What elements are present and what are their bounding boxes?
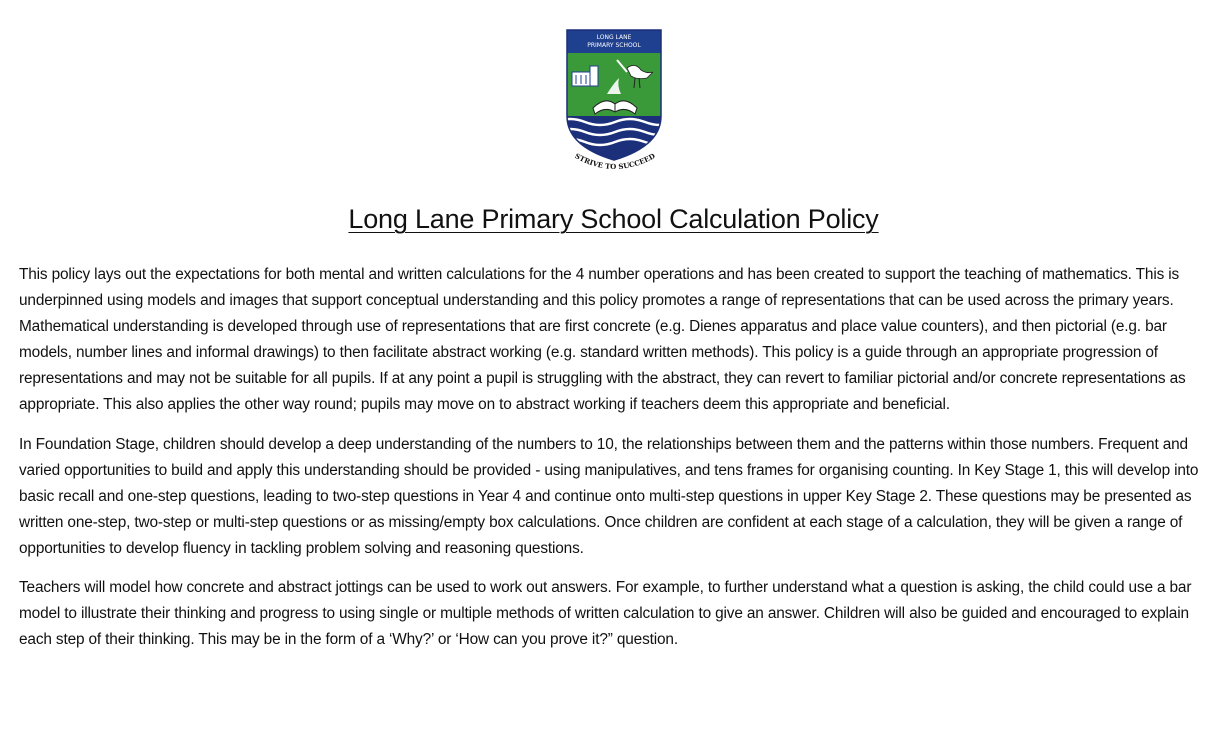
paragraph-teacher-modelling: Teachers will model how concrete and abstract jottings can be used to work out answers. For example, to further understand what a question is asking, the child could use a bar model to illustrate their thinking and progress to using single or multiple methods of written calculation to give an answer. Children will also be guided and encouraged to explain each step of their thinking. This may be in the form of a ‘Why?’ or ‘How can you prove it?” question. (19, 579, 1192, 649)
policy-body (19, 262, 1213, 666)
crest-name-line1: LONG LANE (596, 34, 632, 41)
crest-name-line2: PRIMARY SCHOOL (587, 42, 641, 49)
shield (555, 28, 675, 168)
school-crest (555, 28, 675, 178)
paragraph-intro: This policy lays out the expectations for both mental and written calculations for the 4 number operations and has been created to support the teaching of mathematics. This is underpinned using models and images that support conceptual understanding and this policy promotes a range of representations that can be used across the primary years. Mathematical understanding is developed through use of representations that are first concrete (e.g. Dienes apparatus and place value counters), and then pictorial (e.g. bar models, number lines and informal drawings) to then facilitate abstract working (e.g. standard written methods). This policy is a guide through an appropriate progression of representations and may not be suitable for all pupils. If at any point a pupil is struggling with the abstract, they can revert to familiar pictorial and/or concrete representations as appropriate. This also applies the other way round; pupils may move on to abstract working if teachers deem this appropriate and beneficial. (19, 266, 1186, 414)
paragraph-foundation-stage: In Foundation Stage, children should develop a deep understanding of the numbers to 10, the relationships between them and the patterns within those numbers. Frequent and varied opportunities to build and apply this understanding should be provided - using manipulatives, and tens frames for organising counting. In Key Stage 1, this will develop into basic recall and one-step questions, leading to two-step questions in Year 4 and continue onto multi-step questions in upper Key Stage 2. These questions may be presented as written one-step, two-step or multi-step questions or as missing/empty box calculations. Once children are confident at each stage of a calculation, they will be given a range of opportunities to develop fluency in tackling problem solving and reasoning questions. (19, 435, 1199, 557)
school-crest-logo (555, 28, 675, 178)
page-title: Long Lane Primary School Calculation Policy (348, 204, 879, 234)
crest-motto: STRIVE TO SUCCEED (573, 151, 657, 172)
